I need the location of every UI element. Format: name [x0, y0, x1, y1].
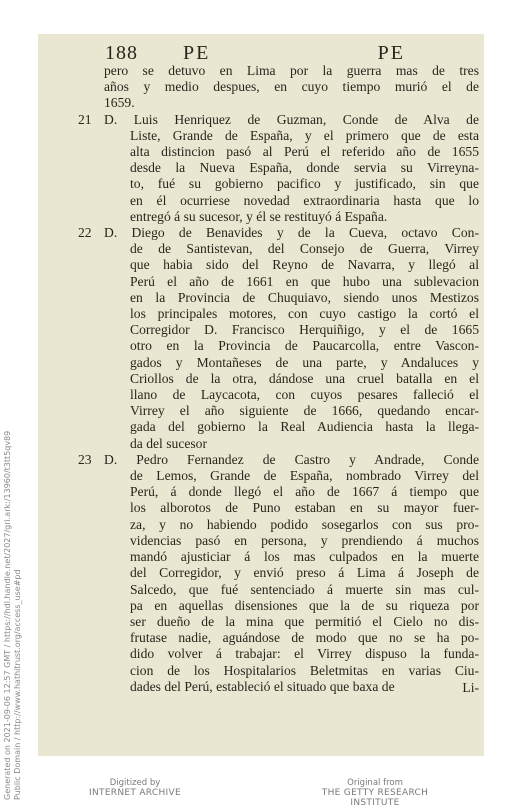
text-line: en la Provincia de Chuquiavo, siendo unos Mestizos — [130, 289, 479, 305]
text-line: de Lemos, Grande de España, nombrado Virrey del — [130, 468, 479, 484]
running-head-left: PE — [183, 42, 211, 64]
text-line: pero se detuvo en Lima por la guerra mas de tres — [104, 63, 479, 78]
text-line: dades del Perú, estableció el situado que baxa de — [130, 678, 395, 694]
text-line: cion de los Hospitalarios Beletmitas en varias Ciu- — [130, 662, 479, 678]
text-line: za, y no habiendo podido sosegarlos con sus pro- — [130, 516, 479, 532]
text-line: mandó ajusticiar á los mas culpados en la muerte — [130, 549, 479, 565]
text-line: desde la Nueva España, donde servia su Virreyna- — [130, 160, 479, 176]
entry-number: 22 — [78, 225, 92, 241]
text-line: otro en la Provincia de Paucarcolla, entre Vascon- — [130, 338, 479, 354]
side-note-line-1: Generated on 2021-09-06 12:57 GMT / https://hdl.handle.net/2027/gri.ark:/13960/t3tt5qv89 — [3, 430, 12, 800]
side-note-line-2: Public Domain / http://www.hathitrust.org/access_use#pd — [13, 569, 22, 800]
text-line: del Corregidor, y envió preso á Lima á Joseph de — [130, 565, 479, 581]
entry-number: 23 — [78, 451, 92, 467]
text-line: alta distincion pasó al Perú el referido año de 1655 — [130, 144, 479, 160]
footer-original-source: THE GETTY RESEARCH INSTITUTE — [321, 788, 429, 808]
text-line: llano de Laycacota, con cuyos pesares falleció el — [130, 387, 479, 403]
text-line: gada del gobierno la Real Audiencia hasta la llega- — [130, 419, 479, 435]
text-line: to, fué su gobierno pacifico y justificado, sin que — [130, 176, 479, 192]
side-note — [0, 340, 24, 800]
text-line: Salcedo, que fué sentenciado á muerte sin mas cul- — [130, 581, 479, 597]
catchword: Li- — [462, 680, 479, 695]
paragraph — [78, 111, 479, 225]
text-line: D. Luis Henriquez de Guzman, Conde de Alva de — [104, 111, 479, 127]
text-line: videncias pasó en persona, y prendiendo á muchos — [130, 532, 479, 548]
text-line: Perú el año de 1661 en que hubo una sublevacion — [130, 273, 479, 289]
text-line: Virrey el año siguiente de 1666, quedando encar- — [130, 403, 479, 419]
text-line: Liste, Grande de España, y el primero que de esta — [130, 127, 479, 143]
running-head-right: PE — [377, 42, 405, 64]
text-line: dido volver á trabajar: el Virrey dispuso la funda- — [130, 646, 479, 662]
text-line: en él ocurriese novedad extraordinaria hasta que lo — [130, 192, 479, 208]
text-line: años y medio despues, en cuyo tiempo murió el de — [104, 79, 479, 95]
text-line: da del sucesor — [130, 435, 208, 451]
text-line: gados y Montañeses de una parte, y Andaluces y — [130, 354, 479, 370]
footer-digitized-label: Digitized by — [109, 778, 161, 788]
text-line: D. Pedro Fernandez de Castro y Andrade, Conde — [104, 451, 479, 467]
text-line: 1659. — [104, 95, 135, 111]
text-line: que habia sido del Reyno de Navarra, y llegó al — [130, 257, 479, 273]
paragraph — [78, 451, 479, 695]
paragraph — [78, 225, 479, 452]
footer-digitized-source: INTERNET ARCHIVE — [89, 788, 181, 798]
text-line: entregó á su sucesor, y él se restituyó á España. — [130, 208, 388, 224]
text-line: Criollos de la otra, dándose una cruel batalla en el — [130, 370, 479, 386]
text-line: D. Diego de Benavides y de la Cueva, octavo Con- — [104, 225, 479, 241]
footer-original — [300, 778, 450, 808]
text-line: frutase nadie, aguándose de modo que no se ha po- — [130, 630, 479, 646]
text-line: de de Santistevan, del Consejo de Guerra, Virrey — [130, 241, 479, 257]
text-line: Corregidor D. Francisco Herquiñigo, y el de 1665 — [130, 322, 479, 338]
text-line: pa en aquellas disensiones que la de su riqueza por — [130, 597, 479, 613]
text-line: Perú, á donde llegó el año de 1667 á tiempo que — [130, 484, 479, 500]
text-line: ser dueño de la mina que permitió el Cielo no dis- — [130, 613, 479, 629]
footer-digitized — [80, 778, 190, 798]
paragraph — [104, 63, 479, 112]
text-line: los alborotos de Puno estaban en su mayor fuer- — [130, 500, 479, 516]
entry-number: 21 — [78, 111, 92, 127]
text-line: los principales motores, con cuyo castigo la cortó el — [130, 306, 479, 322]
page-number: 188 — [105, 42, 138, 64]
footer-original-label: Original from — [347, 778, 403, 788]
page-body — [78, 63, 479, 695]
